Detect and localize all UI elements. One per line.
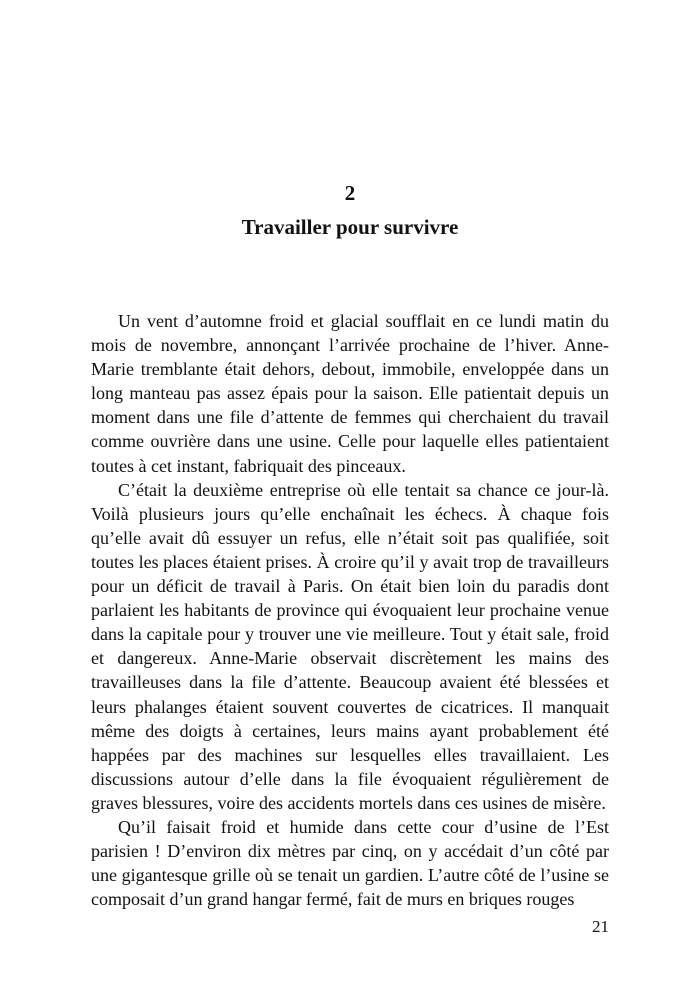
chapter-title: Travailler pour survivre <box>241 215 459 239</box>
chapter-number: 2 <box>344 181 356 205</box>
paragraph: Un vent d’automne froid et glacial soufflait en ce lundi matin du mois de novembre, annonçant l’arrivée prochaine de l’hiver. Anne-Marie tremblante était dehors, debout, immobile, enveloppée dans un long manteau pas assez épais pour la saison. Elle patientait depuis un moment dans une file d’attente de femmes qui cherchaient du travail comme ouvrière dans une usine. Celle pour laquelle elles patientaient toutes à cet instant, fabriquait des pinceaux. <box>91 311 609 476</box>
paragraph: C’était la deuxième entreprise où elle tentait sa chance ce jour-là. Voilà plusieurs jours qu’elle enchaînait les échecs. À chaque fois qu’elle avait dû essuyer un refus, elle n’était soit pas qualifiée, soit toutes les places étaient prises. À croire qu’il y avait trop de travailleurs pour un déficit de travail à Paris. On était bien loin du paradis dont parlaient les habitants de province qui évoquaient leur prochaine venue dans la capitale pour y trouver une vie meilleure. Tout y était sale, froid et dangereux. Anne-Marie observait discrètement les mains des travailleuses dans la file d’attente. Beaucoup avaient été blessées et leurs phalanges étaient souvent couvertes de cicatrices. Il manquait même des doigts à certaines, leurs mains ayant probablement été happées par des machines sur lesquelles elles travaillaient. Les discussions autour d’elle dans la file évoquaient régulièrement de graves blessures, voire des accidents mortels dans ces usines de misère. <box>91 479 609 813</box>
body-text <box>91 309 609 911</box>
chapter-header <box>0 178 700 242</box>
page-number: 21 <box>592 917 609 936</box>
paragraph: Qu’il faisait froid et humide dans cette cour d’usine de l’Est parisien ! D’environ dix mètres par cinq, on y accédait d’un côté par une gigantesque grille où se tenait un gardien. L’autre côté de l’usine se composait d’un grand hangar fermé, fait de murs en briques rouges <box>91 816 609 910</box>
